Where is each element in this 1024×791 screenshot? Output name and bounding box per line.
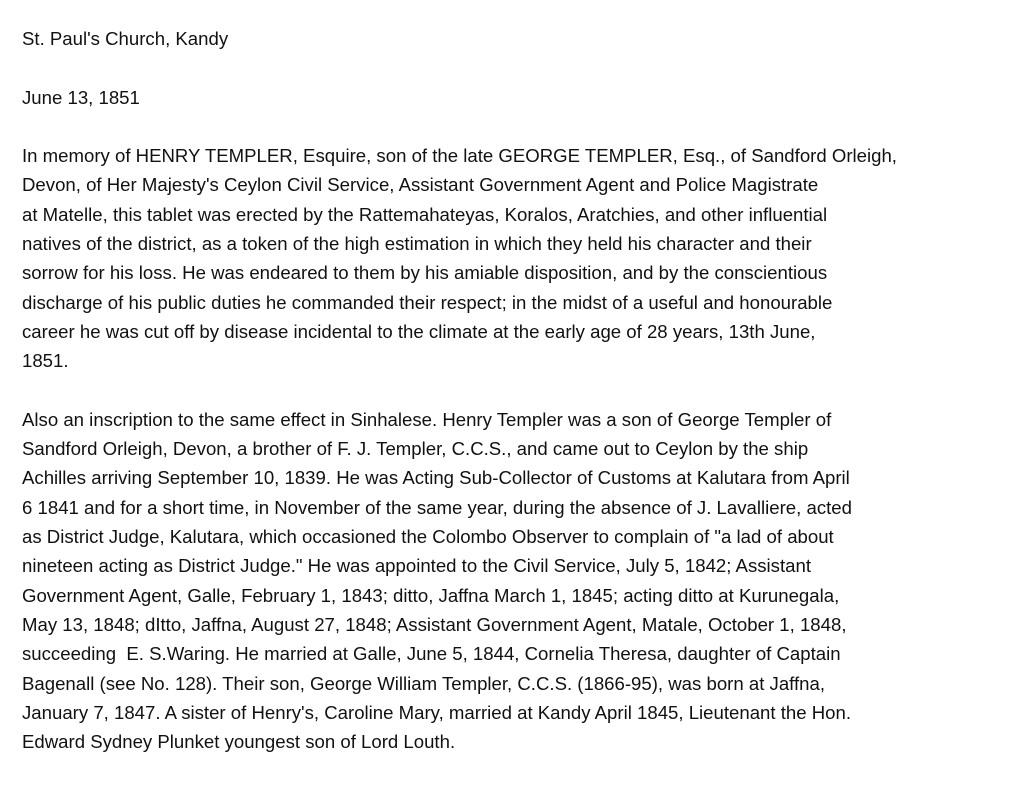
biography-paragraph xyxy=(22,405,1012,757)
text-line: Achilles arriving September 10, 1839. He was Acting Sub-Collector of Customs at Kalutara from April xyxy=(22,467,850,489)
text-line: Edward Sydney Plunket youngest son of Lord Louth. xyxy=(22,731,456,753)
text-line: natives of the district, as a token of the high estimation in which they held his character and their xyxy=(22,233,812,255)
text-line: In memory of HENRY TEMPLER, Esquire, son of the late GEORGE TEMPLER, Esq., of Sandford Orleigh, xyxy=(22,145,897,167)
text-line: Sandford Orleigh, Devon, a brother of F. J. Templer, C.C.S., and came out to Ceylon by the ship xyxy=(22,438,809,460)
text-line: Devon, of Her Majesty's Ceylon Civil Service, Assistant Government Agent and Police Magistrate xyxy=(22,174,819,196)
text-line: discharge of his public duties he commanded their respect; in the midst of a useful and honourable xyxy=(22,291,833,313)
text-line: January 7, 1847. A sister of Henry's, Caroline Mary, married at Kandy April 1845, Lieutenant the Hon. xyxy=(22,701,852,723)
text-line: Also an inscription to the same effect in Sinhalese. Henry Templer was a son of George Templer of xyxy=(22,408,832,430)
text-line: Bagenall (see No. 128). Their son, George William Templer, C.C.S. (1866-95), was born at Jaffna, xyxy=(22,672,826,694)
document-body xyxy=(22,24,1012,756)
text-line: succeeding E. S.Waring. He married at Galle, June 5, 1844, Cornelia Theresa, daughter of Captain xyxy=(22,643,841,665)
text-line: 6 1841 and for a short time, in November of the same year, during the absence of J. Lavalliere, acted xyxy=(22,496,852,518)
text-line: sorrow for his loss. He was endeared to them by his amiable disposition, and by the conscientious xyxy=(22,262,828,284)
text-line: career he was cut off by disease incidental to the climate at the early age of 28 years, 13th June, xyxy=(22,320,816,342)
text-line: May 13, 1848; dItto, Jaffna, August 27, 1848; Assistant Government Agent, Matale, October 1, 1848, xyxy=(22,613,847,635)
memorial-inscription-paragraph xyxy=(22,141,1012,375)
text-line: as District Judge, Kalutara, which occasioned the Colombo Observer to complain of "a lad of about xyxy=(22,526,834,548)
spacer xyxy=(22,376,1012,405)
text-line: nineteen acting as District Judge." He was appointed to the Civil Service, July 5, 1842; Assistant xyxy=(22,555,811,577)
spacer xyxy=(22,112,1012,141)
text-line: at Matelle, this tablet was erected by the Rattemahateyas, Koralos, Aratchies, and other influential xyxy=(22,203,828,225)
document-heading: St. Paul's Church, Kandy xyxy=(22,28,229,49)
text-line: 1851. xyxy=(22,350,69,372)
document-date: June 13, 1851 xyxy=(22,86,140,108)
spacer xyxy=(22,53,1012,82)
text-line: Government Agent, Galle, February 1, 1843; ditto, Jaffna March 1, 1845; acting ditto at Kurunegala, xyxy=(22,584,840,606)
